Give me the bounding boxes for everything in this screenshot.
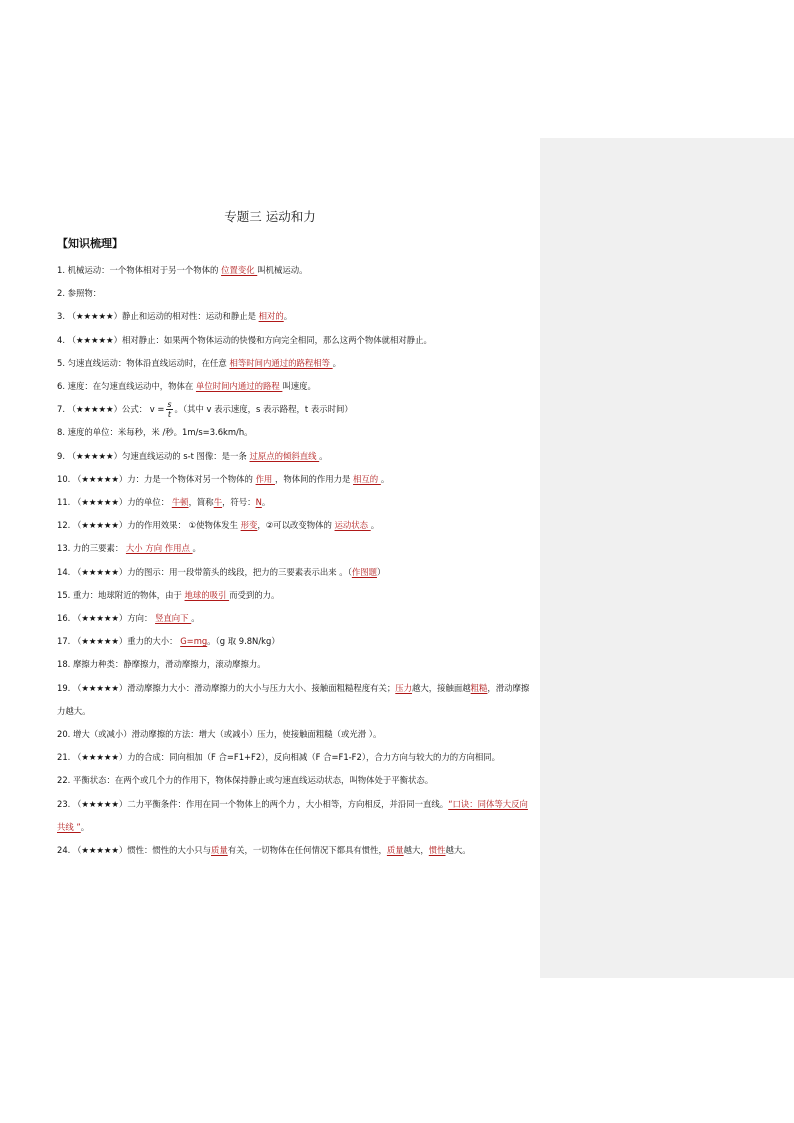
answer-blank: 质量 bbox=[386, 845, 404, 856]
item-text: 7. （★★★★★）公式： v = bbox=[57, 404, 165, 415]
answer-blank: 单位时间内通过的路程 bbox=[195, 381, 283, 392]
list-item bbox=[57, 445, 535, 468]
item-text: 。 bbox=[261, 497, 271, 508]
list-item bbox=[57, 491, 535, 514]
list-item bbox=[57, 305, 535, 328]
list-item bbox=[57, 769, 535, 792]
item-text: 越大。 bbox=[445, 845, 471, 856]
answer-blank: 形变 bbox=[240, 520, 258, 531]
item-text: 15. 重力：地球附近的物体，由于 bbox=[57, 589, 185, 600]
list-item bbox=[57, 561, 535, 584]
item-text: 4. （★★★★★）相对静止：如果两个物体运动的快慢和方向完全相同，那么这两个物体就相对静止。 bbox=[57, 334, 432, 345]
answer-blank: 牛顿 bbox=[171, 497, 189, 508]
item-text: 9. （★★★★★）匀速直线运动的 s-t 图像：是一条 bbox=[57, 450, 250, 461]
list-item bbox=[57, 723, 535, 746]
list-item bbox=[57, 375, 535, 398]
comment-pane bbox=[540, 138, 794, 978]
fraction bbox=[166, 400, 172, 419]
item-text: 5. 匀速直线运动：物体沿直线运动时，在任意 bbox=[57, 357, 230, 368]
answer-blank: 作图题 bbox=[351, 566, 377, 577]
list-item bbox=[57, 259, 535, 282]
item-text: 14. （★★★★★）力的图示：用一段带箭头的线段，把力的三要素表示出来 。（ bbox=[57, 566, 352, 577]
answer-blank: 牛 bbox=[213, 497, 223, 508]
list-item bbox=[57, 653, 535, 676]
page-title: 专题三 运动和力 bbox=[224, 209, 316, 224]
item-text: 叫速度。 bbox=[282, 381, 316, 392]
list-item bbox=[57, 839, 535, 862]
answer-blank: 位置变化 bbox=[221, 265, 258, 275]
answer-blank: 竖直向下 bbox=[155, 613, 192, 624]
item-text: 1. 机械运动：一个物体相对于另一个物体的 bbox=[57, 265, 222, 275]
answer-blank: 粗糙 bbox=[470, 682, 488, 693]
item-text: 22. 平衡状态：在两个或几个力的作用下，物体保持静止或匀速直线运动状态，叫物体处于平衡状态。 bbox=[57, 775, 434, 786]
list-item bbox=[57, 607, 535, 630]
item-text: 。 bbox=[283, 311, 293, 322]
answer-blank: 相互的 bbox=[353, 473, 381, 484]
item-text: 3. （★★★★★）静止和运动的相对性：运动和静止是 bbox=[57, 311, 259, 322]
item-text: 17. （★★★★★）重力的大小： bbox=[57, 636, 181, 647]
answer-blank: 地球的吸引 bbox=[184, 589, 230, 600]
list-item bbox=[57, 421, 535, 444]
fraction-numerator: s bbox=[167, 400, 172, 410]
item-text: 叫机械运动。 bbox=[257, 265, 308, 275]
list-item bbox=[57, 352, 535, 375]
item-text: 16. （★★★★★）方向： bbox=[57, 613, 156, 624]
list-item bbox=[57, 514, 535, 537]
item-text: 12. （★★★★★）力的作用效果： ①使物体发生 bbox=[57, 520, 241, 531]
item-text: 18. 摩擦力种类：静摩擦力，滑动摩擦力，滚动摩擦力。 bbox=[57, 659, 266, 670]
answer-blank: 大小 方向 作用点 bbox=[125, 543, 193, 554]
item-text: 20. 增大（或减小）滑动摩擦的方法：增大（或减小）压力，使接触面粗糙（或光滑 ）。 bbox=[57, 729, 382, 740]
fraction-denominator: t bbox=[167, 410, 172, 420]
answer-blank: 过原点的倾斜直线 bbox=[249, 450, 320, 461]
item-text: 。 bbox=[332, 357, 341, 368]
answer-blank: 相对的 bbox=[258, 311, 284, 322]
answer-blank: N bbox=[255, 497, 262, 508]
item-text: 23. （★★★★★）二力平衡条件：作用在同一个物体上的两个力 ，大小相等，方向相反，并沿同一直线。 bbox=[57, 798, 449, 809]
answer-blank: G=mg bbox=[180, 636, 208, 647]
item-text: 19. （★★★★★）滑动摩擦力大小：滑动摩擦力的大小与压力大小、接触面粗糙程度有关； bbox=[57, 682, 396, 693]
item-text: 而受到的力。 bbox=[229, 589, 280, 600]
answer-blank: 相等时间内通过的路程相等 bbox=[229, 357, 333, 368]
answer-blank: 运动状态 bbox=[334, 520, 371, 531]
item-text: 11. （★★★★★）力的单位： bbox=[57, 497, 172, 508]
list-item bbox=[57, 329, 535, 352]
item-text: 21. （★★★★★）力的合成：同向相加（F 合=F1+F2），反向相减（F 合=F1-F2），合力方向与较大的力的方向相同。 bbox=[57, 752, 500, 763]
item-text: ，简称 bbox=[188, 497, 214, 508]
list-item bbox=[57, 746, 535, 769]
item-text: 10. （★★★★★）力：力是一个物体对另一个物体的 bbox=[57, 473, 256, 484]
answer-blank: “口诀：同体等大反向共线 ” bbox=[57, 798, 528, 832]
item-text: 。 bbox=[80, 821, 90, 832]
item-text: 越大， bbox=[403, 845, 429, 856]
item-text: 有关，一切物体在任何情况下都具有惯性， bbox=[227, 845, 387, 856]
item-text: 。 bbox=[192, 543, 201, 554]
answer-blank: 压力 bbox=[395, 682, 413, 693]
knowledge-list bbox=[57, 259, 535, 862]
list-item bbox=[57, 282, 535, 305]
list-item bbox=[57, 630, 535, 653]
list-item bbox=[57, 584, 535, 607]
item-text: ） bbox=[377, 566, 386, 577]
item-text: 24. （★★★★★）惯性：惯性的大小只与 bbox=[57, 845, 212, 856]
item-text: ，物体间的作用力是 bbox=[274, 473, 354, 484]
item-text: 。（其中 v 表示速度，s 表示路程，t 表示时间） bbox=[174, 404, 353, 415]
item-text: 。（g 取 9.8N/kg） bbox=[207, 636, 280, 647]
item-text: 8. 速度的单位：米每秒，米 /秒。1m/s=3.6km/h。 bbox=[57, 427, 253, 438]
list-item bbox=[57, 537, 535, 560]
answer-blank: 质量 bbox=[211, 845, 228, 856]
item-text: 。 bbox=[319, 450, 328, 461]
list-item bbox=[57, 793, 535, 839]
list-item bbox=[57, 468, 535, 491]
item-text: ，②可以改变物体的 bbox=[257, 520, 335, 531]
item-text: ，符号： bbox=[222, 497, 256, 508]
item-text: 6. 速度：在匀速直线运动中，物体在 bbox=[57, 381, 196, 392]
list-item bbox=[57, 677, 535, 723]
item-text: 2. 参照物： bbox=[57, 288, 102, 299]
list-item bbox=[57, 398, 535, 421]
item-text: 越大，接触面越 bbox=[412, 682, 471, 693]
answer-blank: 作用 bbox=[255, 473, 275, 484]
item-text: 13. 力的三要素： bbox=[57, 543, 126, 554]
item-text: ，滑动摩擦力越大。 bbox=[57, 682, 530, 716]
answer-blank: 惯性 bbox=[428, 845, 446, 856]
item-text: 。 bbox=[380, 473, 390, 484]
section-heading: 【知识梳理】 bbox=[57, 237, 123, 250]
item-text: 。 bbox=[370, 520, 380, 531]
item-text: 。 bbox=[191, 613, 200, 624]
